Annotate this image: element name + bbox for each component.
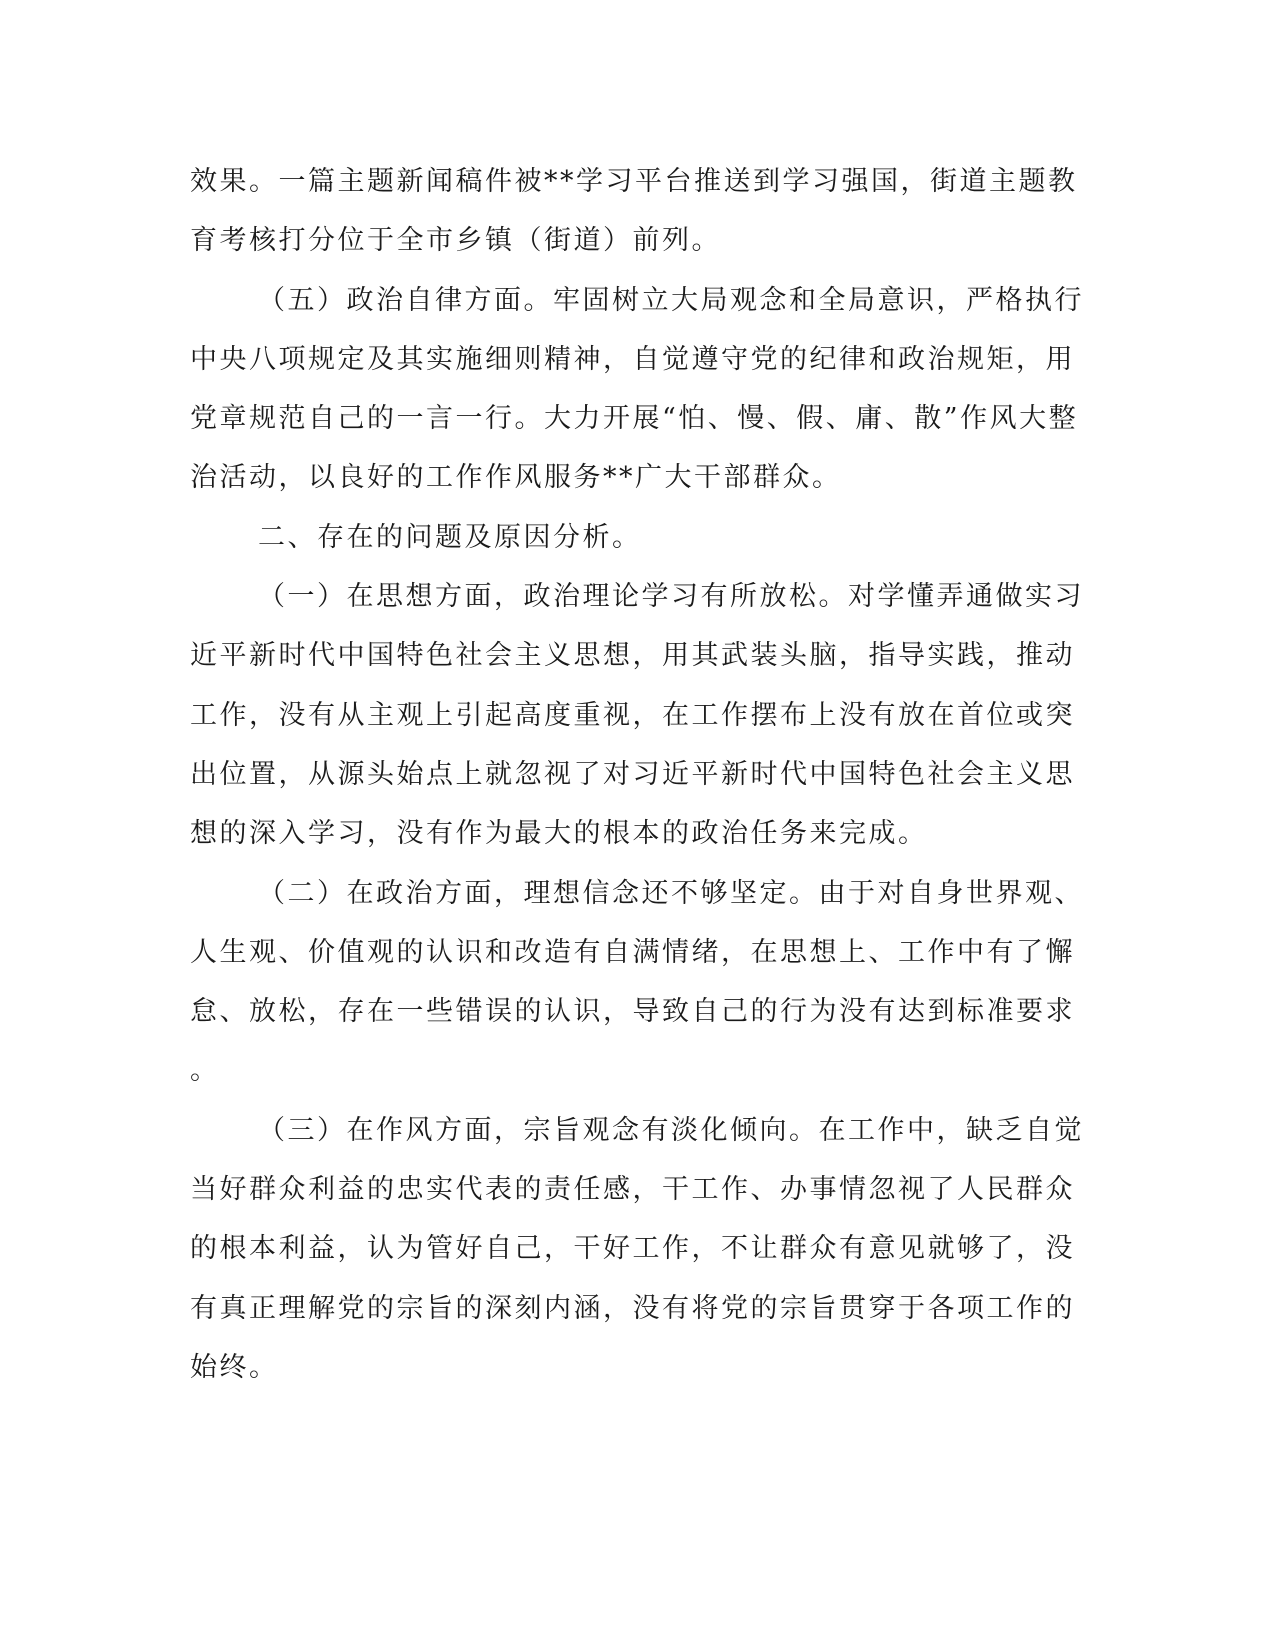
section-heading-problems	[190, 508, 1070, 567]
paragraph-work-style	[190, 1101, 1084, 1397]
text-line: 出位置，从源头始点上就忽视了对习近平新时代中国特色社会主义思	[190, 758, 1075, 790]
text-line: （一）在思想方面，政治理论学习有所放松。对学懂弄通做实习	[258, 581, 1084, 613]
text-line: （三）在作风方面，宗旨观念有淡化倾向。在工作中，缺乏自觉	[258, 1114, 1084, 1146]
text-line: 有真正理解党的宗旨的深刻内涵，没有将党的宗旨贯穿于各项工作的	[190, 1292, 1075, 1324]
text-line: 怠、放松，存在一些错误的认识，导致自己的行为没有达到标准要求	[190, 996, 1075, 1028]
text-line: 当好群众利益的忠实代表的责任感，干工作、办事情忽视了人民群众	[190, 1174, 1075, 1206]
document-body	[190, 152, 1084, 1397]
text-line: 中央八项规定及其实施细则精神，自觉遵守党的纪律和政治规矩，用	[190, 343, 1075, 375]
text-line: 。	[190, 1055, 220, 1087]
text-line: （二）在政治方面，理想信念还不够坚定。由于对自身世界观、	[258, 877, 1084, 909]
text-line: 效果。一篇主题新闻稿件被**学习平台推送到学习强国，街道主题教	[190, 166, 1078, 197]
paragraph-politics	[190, 864, 1084, 1101]
section-heading: 二、存在的问题及原因分析。	[258, 521, 642, 553]
text-line: 育考核打分位于全市乡镇（街道）前列。	[190, 225, 721, 257]
text-line: 想的深入学习，没有作为最大的根本的政治任务来完成。	[190, 818, 928, 850]
text-line: 人生观、价值观的认识和改造有自满情绪，在思想上、工作中有了懈	[190, 936, 1075, 968]
text-line: 近平新时代中国特色社会主义思想，用其武装头脑，指导实践，推动	[190, 640, 1075, 672]
paragraph-ideology	[190, 567, 1084, 863]
text-line: 工作，没有从主观上引起高度重视，在工作摆布上没有放在首位或突	[190, 699, 1075, 731]
text-line: 的根本利益，认为管好自己，干好工作，不让群众有意见就够了，没	[190, 1233, 1075, 1265]
paragraph-political-discipline	[190, 271, 1084, 508]
text-line: 党章规范自己的一言一行。大力开展“怕、慢、假、庸、散”作风大整	[190, 403, 1079, 435]
paragraph-effect-summary	[190, 152, 1078, 271]
text-line: （五）政治自律方面。牢固树立大局观念和全局意识，严格执行	[258, 284, 1084, 316]
text-line: 治活动，以良好的工作作风服务**广大干部群众。	[190, 462, 842, 494]
text-line: 始终。	[190, 1351, 279, 1383]
